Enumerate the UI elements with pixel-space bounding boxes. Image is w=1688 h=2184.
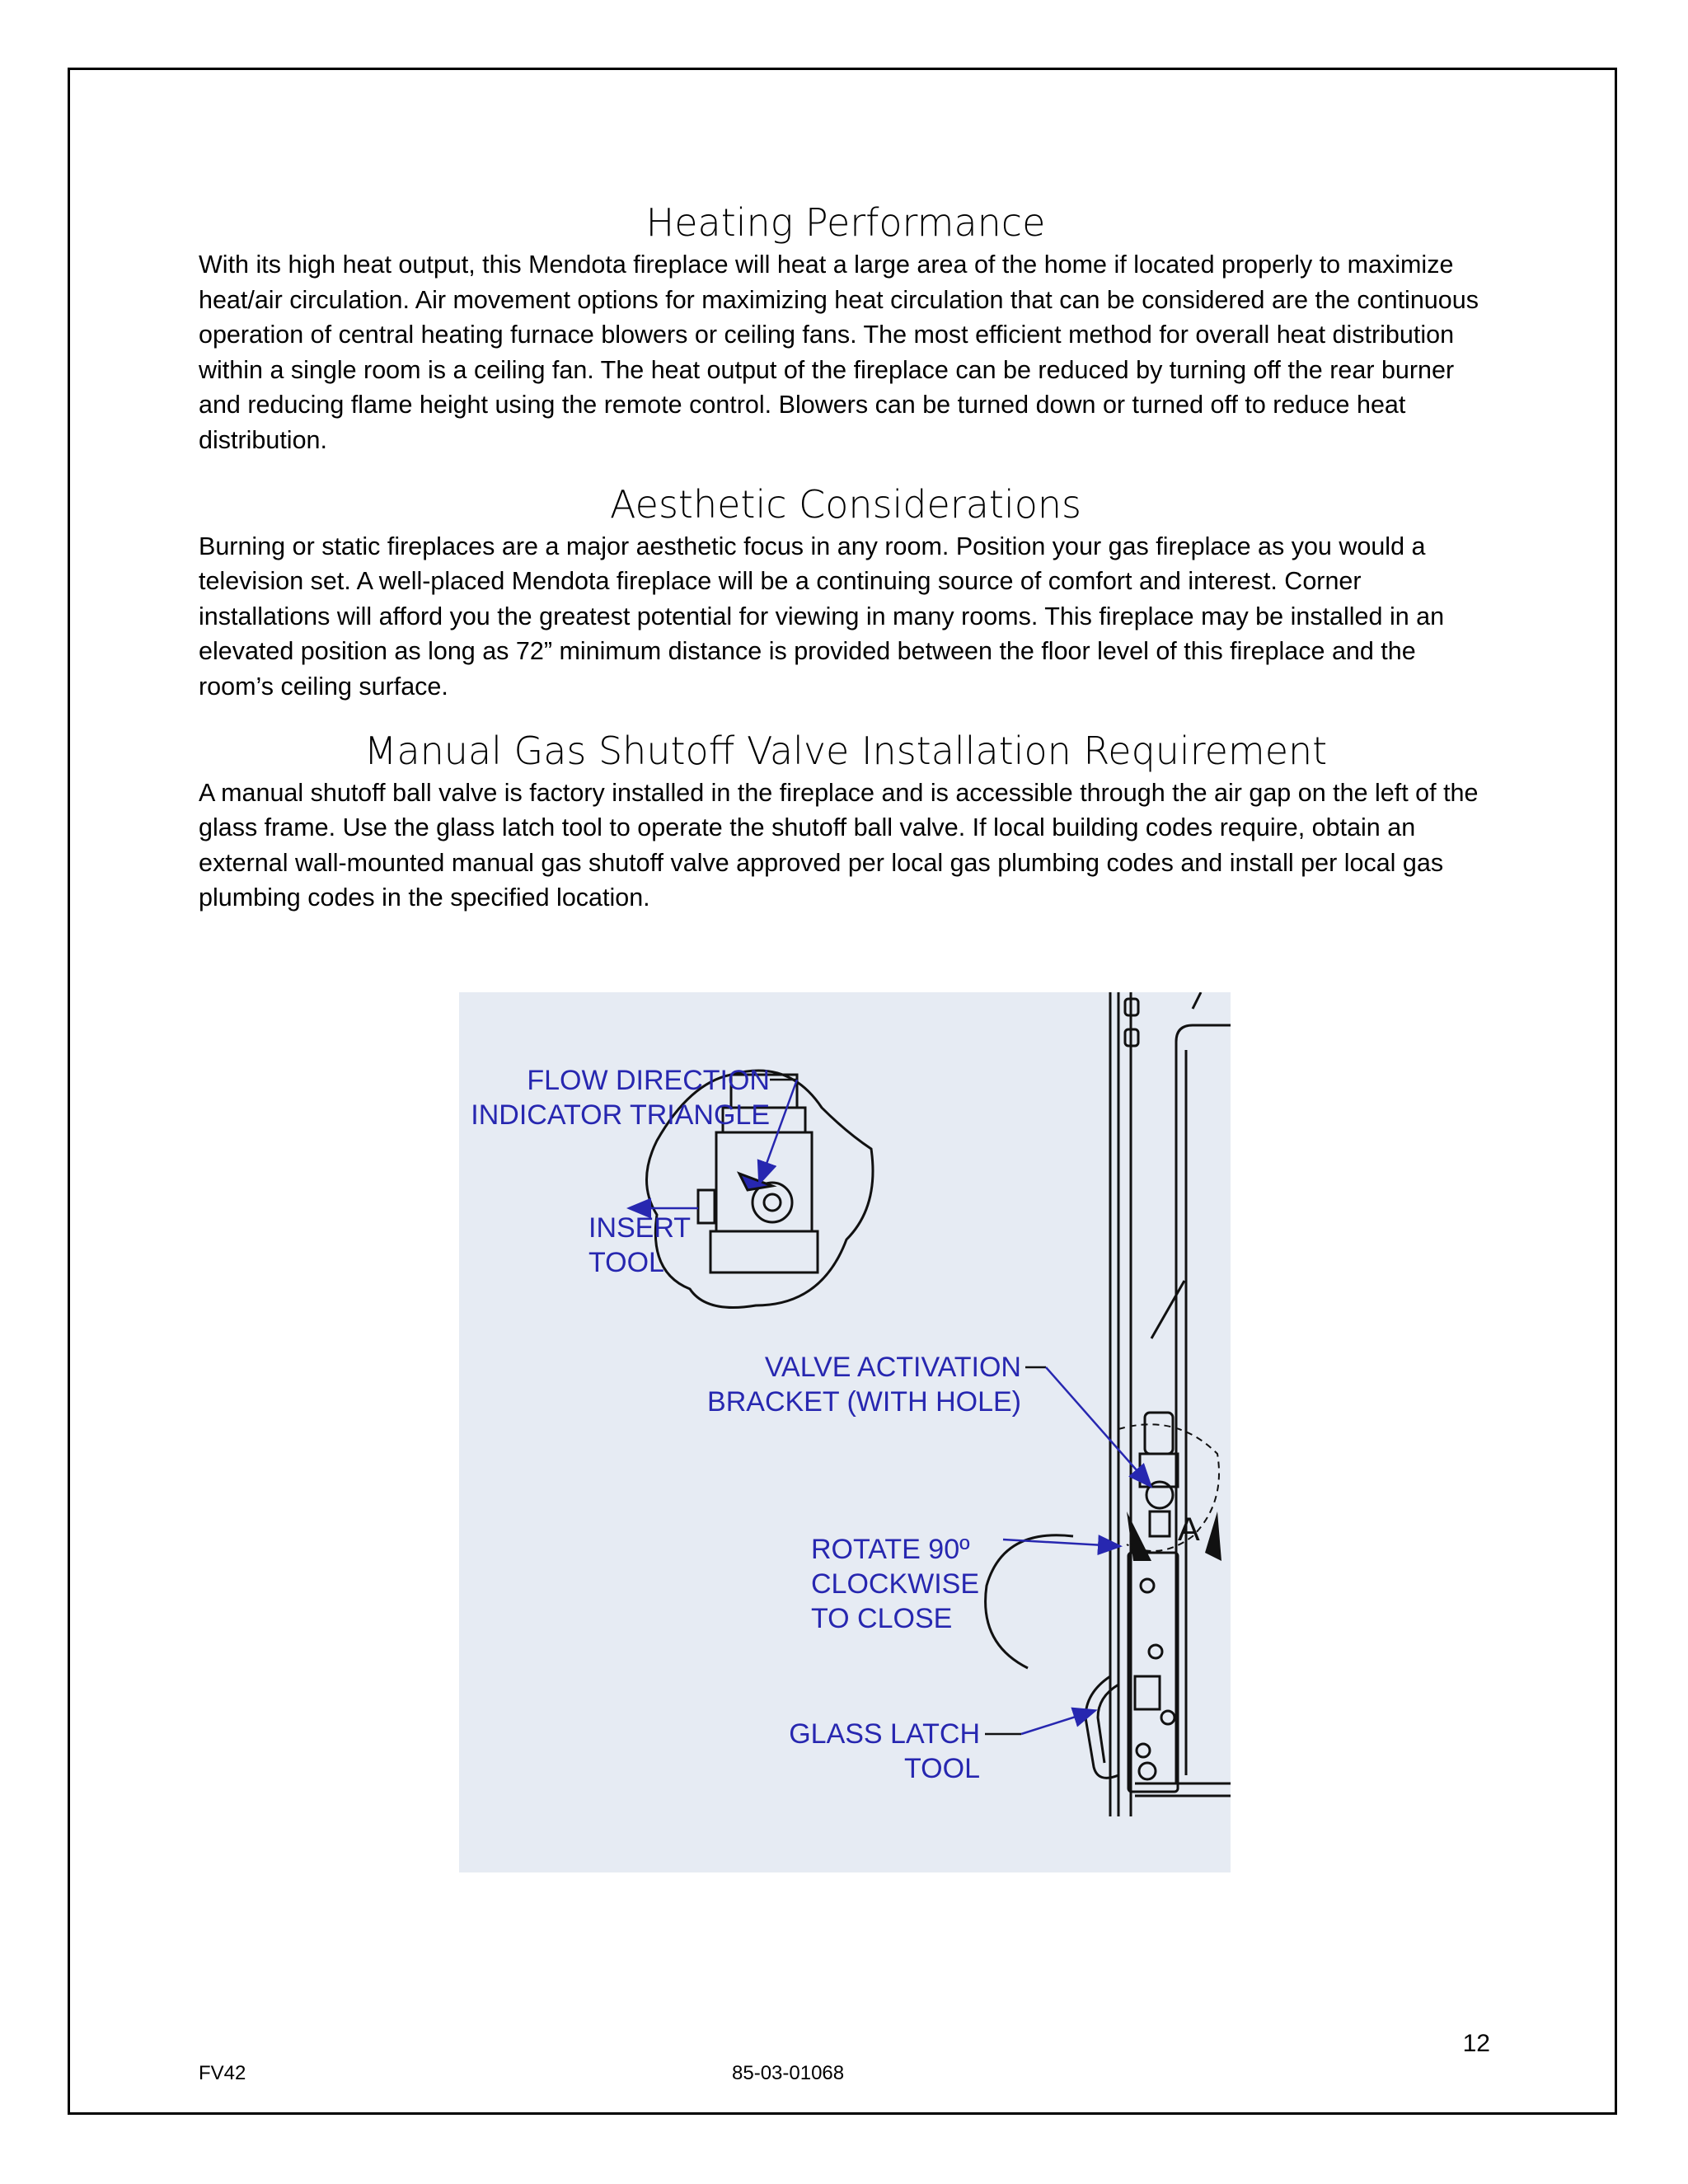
footer-model: FV42 bbox=[199, 2062, 246, 2084]
label-rotate-2: CLOCKWISE bbox=[811, 1568, 980, 1600]
heading-aesthetic-considerations: Aesthetic Considerations bbox=[610, 481, 1081, 527]
section-arrow-right bbox=[1205, 1511, 1221, 1561]
label-valve-activation-1: VALVE ACTIVATION bbox=[764, 1352, 1021, 1383]
valve-diagram bbox=[459, 992, 1231, 1872]
page-content bbox=[199, 198, 1493, 916]
valve-assembly bbox=[1118, 1413, 1219, 1792]
heading-heating-performance: Heating Performance bbox=[645, 200, 1046, 245]
page-number: 12 bbox=[1462, 2030, 1490, 2057]
valve-diagram-drawing bbox=[459, 992, 1231, 1872]
label-rotate-3: TO CLOSE bbox=[811, 1603, 953, 1634]
label-glass-latch-2: TOOL bbox=[904, 1753, 980, 1784]
label-insert-tool-2: TOOL bbox=[588, 1247, 664, 1278]
paragraph-heating-performance: With its high heat output, this Mendota fireplace will heat a large area of the home if located properly to maximize heat/air circulation. Air movement options for maximizing heat circulation that can be considered are the continuous operation of central heating furnace blowers or ceiling fans. The most efficient method for overall heat distribution within a single room is a ceiling fan. The heat output of the fireplace can be reduced by turning off the rear burner and reducing flame height using the remote control. Blowers can be turned down or turned off to reduce heat distribution. bbox=[199, 251, 1479, 454]
label-rotate-1: ROTATE 90º bbox=[811, 1534, 970, 1565]
label-flow-direction-2: INDICATOR TRIANGLE bbox=[471, 1099, 770, 1131]
glass-latch-tool bbox=[1085, 1676, 1118, 1778]
label-glass-latch-1: GLASS LATCH bbox=[789, 1718, 980, 1750]
detail-letter-a: A bbox=[1178, 1511, 1200, 1548]
footer-doc-number: 85-03-01068 bbox=[732, 2062, 845, 2084]
label-flow-direction-1: FLOW DIRECTION bbox=[527, 1065, 770, 1096]
paragraph-aesthetic-considerations: Burning or static fireplaces are a major aesthetic focus in any room. Position your gas fireplace as you would a television set. A well-placed Mendota fireplace will be a continuing source of comfort and interest. Corner installations will afford you the greatest potential for viewing in many rooms. This fireplace may be installed in an elevated position as long as 72” minimum distance is provided between the floor level of this fireplace and the room’s ceiling surface. bbox=[199, 532, 1445, 701]
label-insert-tool-1: INSERT bbox=[588, 1212, 692, 1244]
heading-manual-gas-shutoff: Manual Gas Shutoff Valve Installation Requirement bbox=[363, 728, 1328, 773]
rotation-arc bbox=[986, 1535, 1073, 1668]
paragraph-manual-gas-shutoff: A manual shutoff ball valve is factory installed in the fireplace and is accessible through the air gap on the left of the glass frame. Use the glass latch tool to operate the shutoff ball valve. If local building codes require, obtain an external wall-mounted manual gas shutoff valve approved per local gas plumbing codes and install per local gas plumbing codes in the specified location. bbox=[199, 778, 1479, 912]
label-valve-activation-2: BRACKET (WITH HOLE) bbox=[707, 1386, 1021, 1418]
